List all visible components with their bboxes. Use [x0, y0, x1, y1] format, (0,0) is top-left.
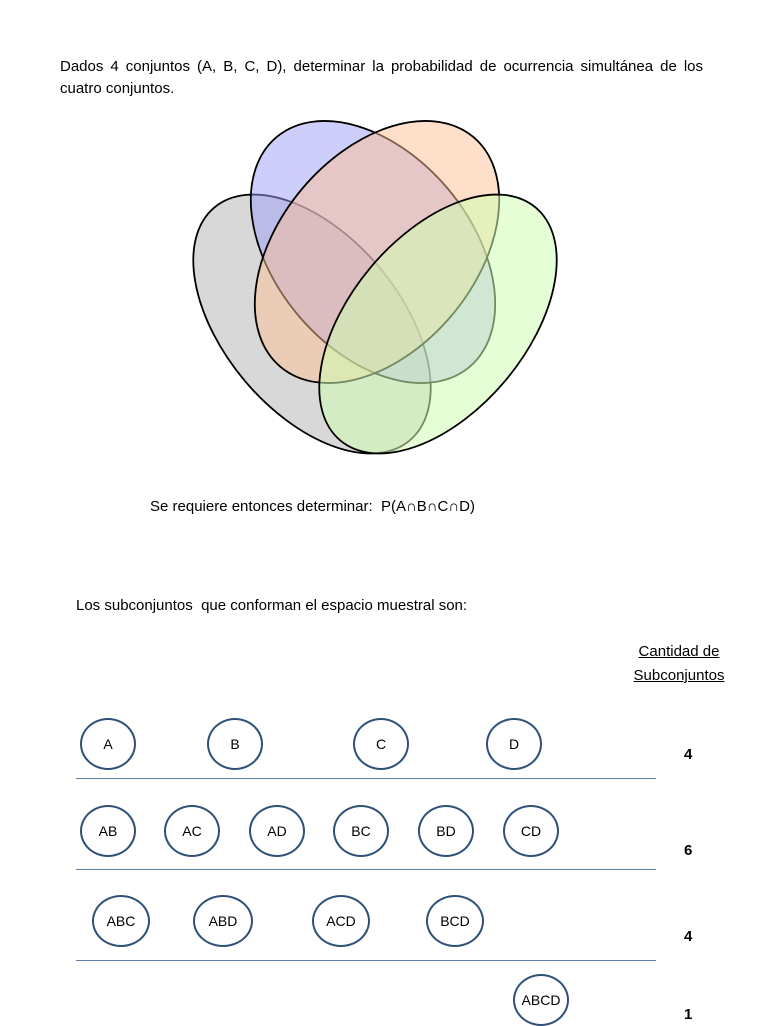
requirement-label: Se requiere entonces determinar: [150, 498, 373, 515]
subset-ad: AD [249, 805, 305, 857]
subset-bcd: BCD [426, 895, 484, 947]
subset-abc: ABC [92, 895, 150, 947]
subset-abd: ABD [193, 895, 253, 947]
subset-count: 4 [684, 746, 693, 763]
subset-bc: BC [333, 805, 389, 857]
requirement-line [150, 498, 475, 515]
subset-a: A [80, 718, 136, 770]
row-divider [76, 960, 656, 961]
row-divider [76, 869, 656, 870]
subset-ac: AC [164, 805, 220, 857]
subset-count: 1 [684, 1006, 693, 1023]
count-header-line-2: Subconjuntos [633, 667, 725, 684]
subset-abcd: ABCD [513, 974, 569, 1026]
subset-acd: ACD [312, 895, 370, 947]
subset-b: B [207, 718, 263, 770]
subset-cd: CD [503, 805, 559, 857]
subset-c: C [353, 718, 409, 770]
count-header [618, 640, 740, 688]
subset-bd: BD [418, 805, 474, 857]
row-divider [76, 778, 656, 779]
probability-expression: P(A∩B∩C∩D) [380, 498, 475, 515]
subset-d: D [486, 718, 542, 770]
subset-count: 6 [684, 842, 693, 859]
count-header-line-1: Cantidad de [638, 643, 720, 660]
subset-count: 4 [684, 928, 693, 945]
subset-ab: AB [80, 805, 136, 857]
venn-diagram [0, 0, 768, 470]
problem-statement: Dados 4 conjuntos (A, B, C, D), determinar la probabilidad de ocurrencia simultánea de los cuatro conjuntos. [60, 58, 703, 97]
subsets-intro: Los subconjuntos que conforman el espacio muestral son: [76, 597, 468, 614]
